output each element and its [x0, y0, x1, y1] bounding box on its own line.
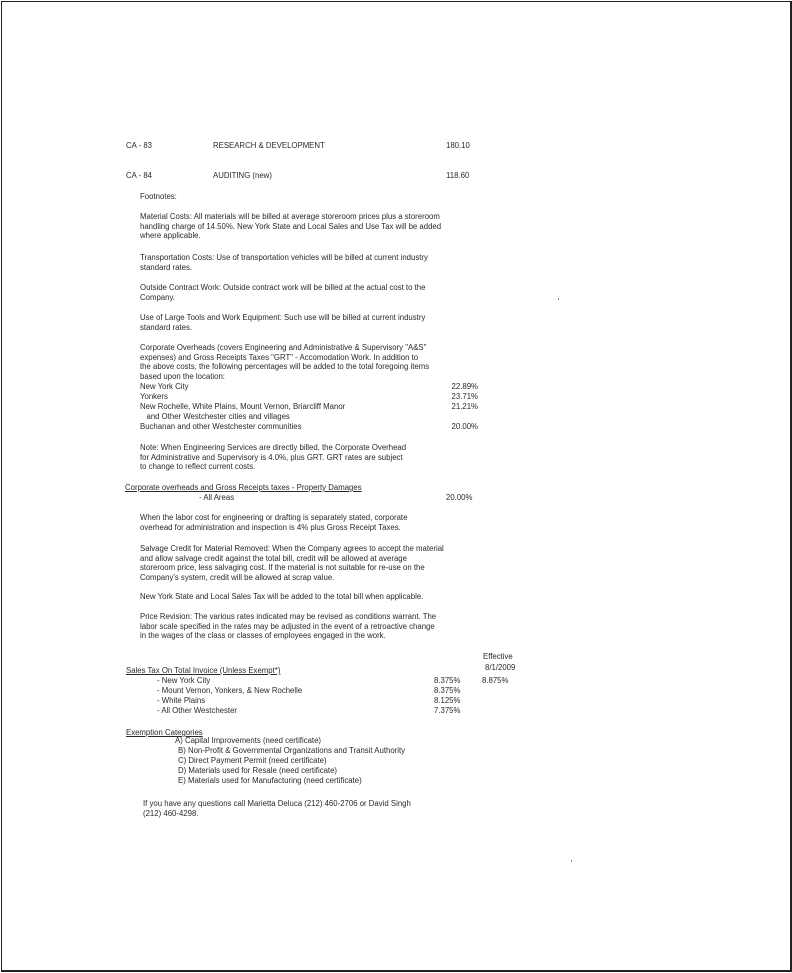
entry-title: RESEARCH & DEVELOPMENT: [213, 141, 325, 150]
corporate-overheads-paragraph: Corporate Overheads (covers Engineering and Administrative & Supervisory "A&S" expenses) and Gross Receipts Taxes "GRT" - Accomodation Work. In addition to the above costs, the following percentages will be added to the total foregoing items based upon the location:: [140, 343, 430, 381]
effective-label: Effective: [483, 652, 513, 661]
outside-contract-paragraph: Outside Contract Work: Outside contract work will be billed at the actual cost to the Company.: [140, 283, 426, 302]
sales-tax-note: New York State and Local Sales Tax will be added to the total bill when applicable.: [140, 592, 424, 601]
exemption-item: B) Non-Profit & Governmental Organizations and Transit Authority: [178, 746, 406, 755]
effective-date: 8/1/2009: [485, 663, 516, 672]
entry-rate: 118.60: [446, 171, 470, 180]
sales-tax-row: - New York City 8.375% 8.875%: [157, 676, 509, 685]
entry-rate: 180.10: [446, 141, 470, 150]
document-page: [1, 1, 792, 972]
sales-tax-heading: Sales Tax On Total Invoice (Unless Exempt*): [126, 666, 281, 675]
engineering-note: Note: When Engineering Services are directly billed, the Corporate Overhead for Administrative and Supervisory is 4.0%, plus GRT. GRT rates are subject to change to reflect current costs.: [140, 443, 407, 472]
exemption-item: C) Direct Payment Permit (need certificate): [178, 756, 327, 765]
large-tools-paragraph: Use of Large Tools and Work Equipment: Such use will be billed at current industry standard rates.: [140, 313, 426, 332]
sales-tax-row: - All Other Westchester 7.375%: [157, 706, 461, 715]
property-damages-pct: 20.00%: [446, 493, 473, 502]
property-damages-heading: Corporate overheads and Gross Receipts taxes - Property Damages: [125, 483, 362, 492]
sales-tax-row: - Mount Vernon, Yonkers, & New Rochelle 8.375%: [157, 686, 461, 695]
exemption-heading: Exemption Categories: [126, 728, 203, 737]
location-row: and Other Westchester cities and villages: [140, 412, 290, 421]
location-row: Buchanan and other Westchester communities 20.00%: [140, 422, 478, 431]
exemption-item: E) Materials used for Manufacturing (need certificate): [178, 776, 362, 785]
exemption-item: D) Materials used for Resale (need certificate): [178, 766, 338, 775]
contact-paragraph: If you have any questions call Marietta Deluca (212) 460-2706 or David Singh (212) 460-4298.: [143, 799, 411, 818]
location-row: New Rochelle, White Plains, Mount Vernon, Briarcliff Manor 21.21%: [140, 402, 478, 411]
entry-code: CA - 84: [126, 171, 153, 180]
exemption-item: A) Capital Improvements (need certificate): [175, 736, 322, 745]
sales-tax-row: - White Plains 8.125%: [157, 696, 461, 705]
location-row: New York City 22.89%: [140, 382, 478, 391]
salvage-credit-paragraph: Salvage Credit for Material Removed: When the Company agrees to accept the material and allow salvage credit against the total bill, credit will be allowed at average storeroom price, less salvaging cost. If the material is not suitable for re-use on the Company's system, credit will be allowed at scrap value.: [140, 544, 444, 582]
footnotes-heading: Footnotes:: [140, 192, 177, 201]
location-row: Yonkers 23.71%: [140, 392, 478, 401]
document-body: [2, 2, 790, 970]
material-costs-paragraph: Material Costs: All materials will be billed at average storeroom prices plus a storeroom handling charge of 14.50%. New York State and Local Sales and Use Tax will be added where applicable.: [140, 212, 442, 241]
labor-cost-paragraph: When the labor cost for engineering or drafting is separately stated, corporate overhead for administration and inspection is 4% plus Gross Receipt Taxes.: [140, 513, 408, 532]
transportation-costs-paragraph: Transportation Costs: Use of transportation vehicles will be billed at current industry standard rates.: [140, 253, 428, 272]
scan-speck: [558, 298, 559, 300]
entry-title: AUDITING (new): [213, 171, 272, 180]
entry-code: CA - 83: [126, 141, 153, 150]
scan-speck: [571, 860, 572, 862]
price-revision-paragraph: Price Revision: The various rates indicated may be revised as conditions warrant. The labor scale specified in the rates may be adjusted in the event of a retroactive change in the wages of the class or classes of employees engaged in the work.: [140, 612, 437, 641]
property-damages-area: - All Areas: [199, 493, 235, 502]
